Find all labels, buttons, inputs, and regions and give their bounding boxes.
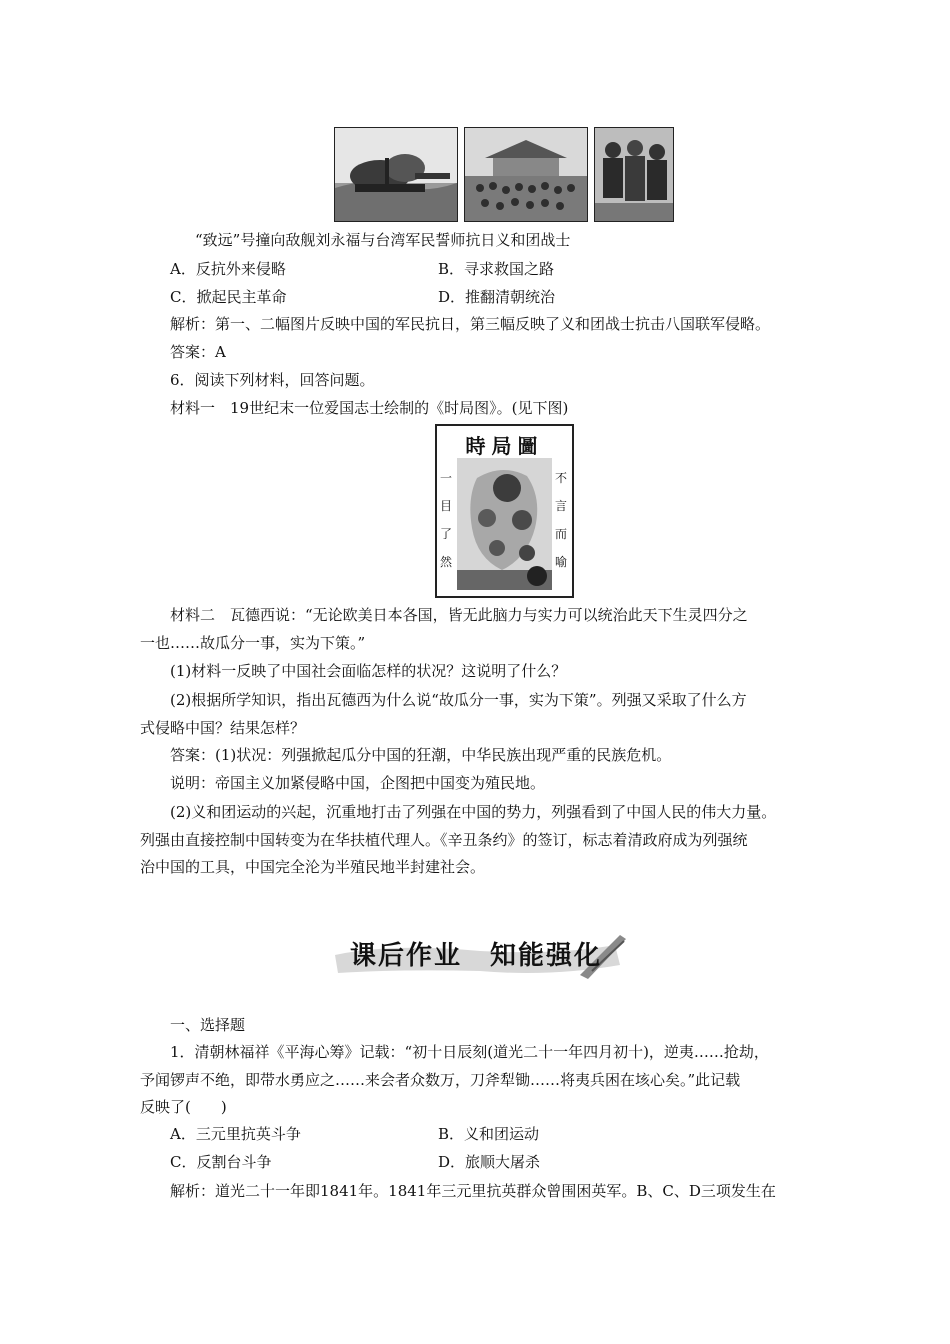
q1-analysis: 解析：道光二十一年即1841年。1841年三元里抗英群众曾围困英军。B、C、D三项发生在: [170, 1182, 776, 1200]
answer-1: 答案：(1)状况：列强掀起瓜分中国的狂潮，中华民族出现严重的民族危机。: [170, 746, 672, 764]
option-b: B．寻求救国之路: [438, 260, 555, 278]
banner-title: 课后作业 知能强化: [350, 941, 603, 971]
q1-option-b: B．义和团运动: [438, 1125, 540, 1143]
q1-option-a: A．三元里抗英斗争: [170, 1125, 301, 1143]
option-a: A．反抗外来侵略: [170, 260, 286, 278]
question-1-line-3: 反映了( ): [140, 1098, 227, 1116]
section-heading: 一、选择题: [170, 1016, 246, 1034]
answer-text: 答案：A: [170, 343, 226, 361]
material-2-line-1: 材料二 瓦德西说：“无论欧美日本各国，皆无此脑力与实力可以统治此天下生灵四分之: [170, 606, 748, 624]
sub-question-1: (1)材料一反映了中国社会面临怎样的状况？这说明了什么？: [170, 662, 567, 680]
option-d: D．推翻清朝统治: [438, 288, 556, 306]
q1-option-c: C．反割台斗争: [170, 1153, 272, 1171]
figure-caption: “致远”号撞向敌舰刘永福与台湾军民誓师抗日义和团战士: [195, 231, 571, 249]
answer-2-line-2: 列强由直接控制中国转变为在华扶植代理人。《辛丑条约》的签订，标志着清政府成为列强统: [140, 831, 748, 849]
answer-1-explanation: 说明：帝国主义加紧侵略中国，企图把中国变为殖民地。: [170, 774, 546, 792]
material-1: 材料一 19世纪末一位爱国志士绘制的《时局图》。(见下图): [170, 399, 569, 417]
sub-question-2-line-2: 式侵略中国？结果怎样？: [140, 719, 306, 737]
warship-zhiyuan-image: [334, 127, 458, 222]
map-left-text: 一目了然: [440, 471, 453, 569]
liu-yongfu-taiwan-image: [464, 127, 588, 222]
shiju-tu-map: [435, 424, 574, 598]
material-2-line-2: 一也……故瓜分一事，实为下策。”: [140, 634, 366, 652]
analysis-text: 解析：第一、二幅图片反映中国的军民抗日，第三幅反映了义和团战士抗击八国联军侵略。: [170, 315, 771, 333]
question-1-line-1: 1．清朝林福祥《平海心筹》记载：“初十日辰刻(道光二十一年四月初十)，逆夷……抢劫，: [170, 1043, 769, 1061]
option-c: C．掀起民主革命: [170, 288, 287, 306]
question-1-line-2: 予闻锣声不绝，即带水勇应之……来会者众数万，刀斧犁锄……将夷兵困在垓心矣。”此记载: [140, 1071, 741, 1089]
question-6-stem: 6．阅读下列材料，回答问题。: [170, 371, 375, 389]
answer-2-line-1: (2)义和团运动的兴起，沉重地打击了列强在中国的势力，列强看到了中国人民的伟大力量。: [170, 803, 777, 821]
map-title: 時局圖: [465, 434, 544, 458]
answer-2-line-3: 治中国的工具，中国完全沦为半殖民地半封建社会。: [140, 858, 486, 876]
map-right-text: 不言而喻: [555, 471, 568, 569]
sub-question-2-line-1: (2)根据所学知识，指出瓦德西为什么说“故瓜分一事，实为下策”。列强又采取了什么方: [170, 691, 747, 709]
q1-option-d: D．旅顺大屠杀: [438, 1153, 541, 1171]
boxer-fighters-image: [594, 127, 674, 222]
